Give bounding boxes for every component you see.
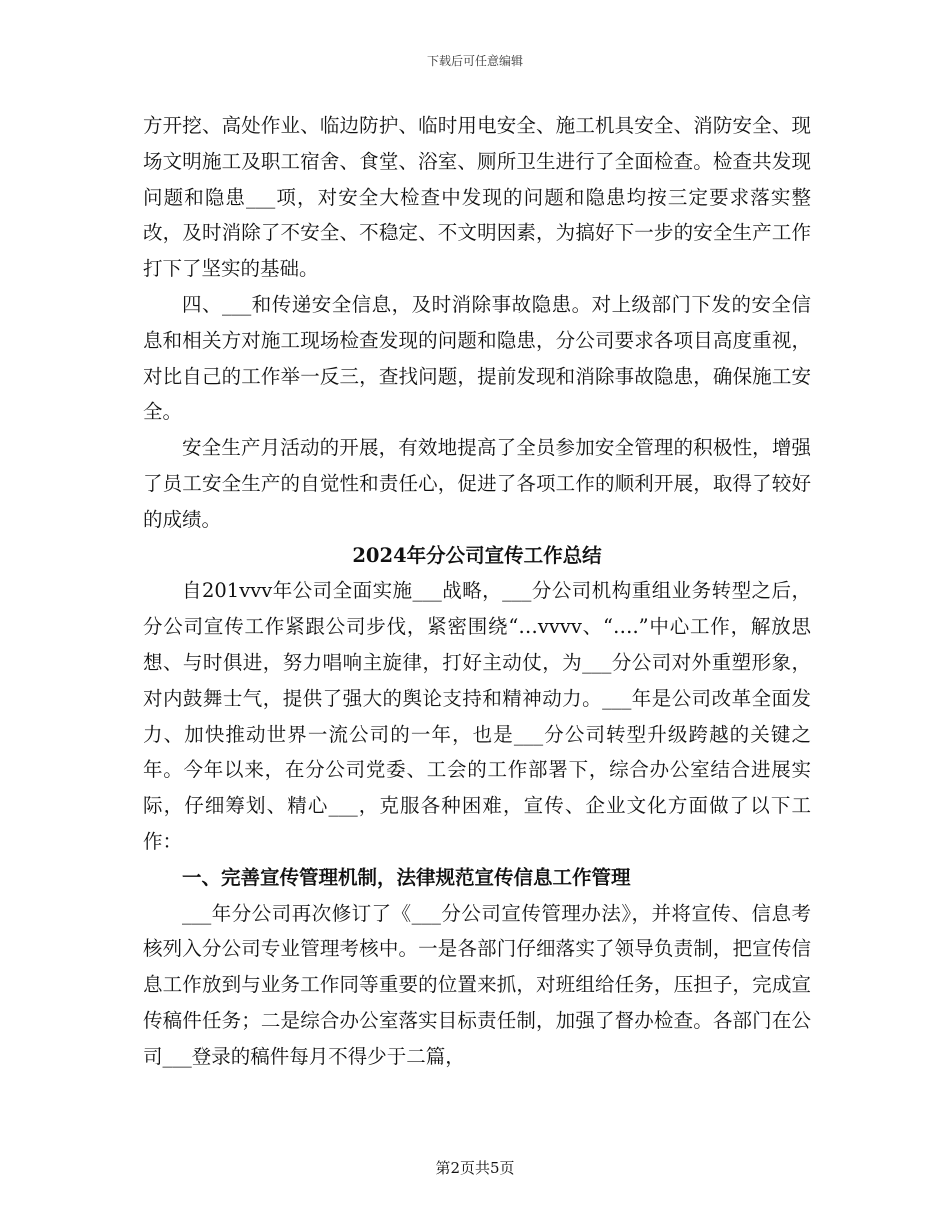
section-heading-1: 一、完善宣传管理机制，法律规范宣传信息工作管理 [182,865,631,889]
paragraph-inspection: 方开挖、高处作业、临边防护、临时用电安全、施工机具安全、消防安全、现场文明施工及职工宿舍、食堂、浴室、厕所卫生进行了全面检查。检查共发现问题和隐患___项，对安全大检查中发现的问题和隐患均按三定要求落实整改，及时消除了不安全、不稳定、不文明因素，为搞好下一步的安全生产工作打下了坚实的基础。 [143,114,811,281]
paragraph-management: ___年分公司再次修订了《___分公司宣传管理办法》，并将宣传、信息考核列入分公司专业管理考核中。一是各部门仔细落实了领导负责制，把宣传信息工作放到与业务工作同等重要的位置来抓，对班组给任务，压担子，完成宣传稿件任务；二是综合办公室落实目标责任制，加强了督办检查。各部门在公司___登录的稿件每月不得少于二篇， [143,901,811,1068]
paragraph-safety-month: 安全生产月活动的开展，有效地提高了全员参加安全管理的积极性，增强了员工安全生产的自觉性和责任心，促进了各项工作的顺利开展，取得了较好的成绩。 [143,436,811,531]
page-number: 第2页共5页 [435,1159,515,1177]
paragraph-safety-info: 四、___和传递安全信息，及时消除事故隐患。对上级部门下发的安全信息和相关方对施工现场检查发现的问题和隐患，分公司要求各项目高度重视，对比自己的工作举一反三，查找问题，提前发现和消除事故隐患，确保施工安全。 [143,292,811,424]
document-body [143,108,811,1075]
document-title: 2024年分公司宣传工作总结 [352,543,602,567]
page-header: 下载后可任意编辑 [426,54,523,68]
paragraph-intro: 自201vvv年公司全面实施___战略，___分公司机构重组业务转型之后，分公司宣传工作紧跟公司步伐，紧密围绕“…vvvv、“….”中心工作，解放思想、与时俱进，努力唱响主旋律，打好主动仗，为___分公司对外重塑形象，对内鼓舞士气，提供了强大的舆论支持和精神动力。___年是公司改革全面发力、加快推动世界一流公司的一年，也是___分公司转型升级跨越的关键之年。今年以来，在分公司党委、工会的工作部署下，综合办公室结合进展实际，仔细筹划、精心___，克服各种困难，宣传、企业文化方面做了以下工作： [143,579,811,853]
